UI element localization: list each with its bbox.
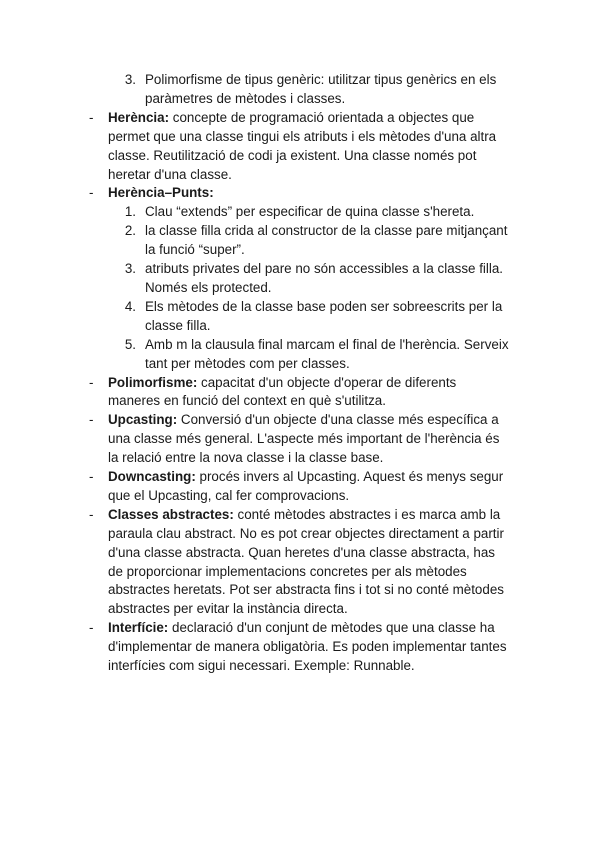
bullet-dash: -: [89, 506, 94, 522]
definition-text: declaració d'un conjunt de mètodes que una classe ha d'implementar de manera obligatòria. Es poden implementar tantes interfícies com sigui necessari. Exemple: Runnable.: [108, 620, 507, 674]
bullet-item-downcasting: [0, 468, 600, 506]
definition-text: conté mètodes abstractes i es marca amb la paraula clau abstract. No es pot crear objectes directament a partir d'una classe abstracta. Quan heretes d'una classe abstracta, has de proporcionar implementacions concretes per als mètodes abstractes heretats. Pot ser abstracta fins i tot si no conté mètodes abstractes per evitar la instància directa.: [108, 506, 504, 617]
bullet-item-classes-abstractes: [0, 506, 600, 619]
term-classes-abstractes: Classes abstractes:: [108, 506, 234, 522]
term-downcasting: Downcasting:: [108, 469, 196, 485]
bullet-dash: -: [89, 374, 94, 390]
item-text: Els mètodes de la classe base poden ser sobreescrits per la classe filla.: [145, 298, 503, 333]
bullet-dash: -: [89, 620, 94, 636]
definition-text: procés invers al Upcasting. Aquest és menys segur que el Upcasting, cal fer comprovacions.: [108, 469, 504, 503]
bullet-item-herencia-punts: [0, 184, 600, 203]
bullet-item-polimorfisme: [0, 374, 600, 412]
item-number: 4.: [124, 298, 136, 314]
item-number: 5.: [124, 336, 136, 352]
definition-text: concepte de programació orientada a objectes que permet que una classe tingui els atributs i els mètodes d'una altra classe. Reutilització de codi ja existent. Una classe només pot heretar d'una classe.: [108, 109, 497, 182]
bullet-dash: -: [89, 412, 94, 428]
list-item: [0, 298, 600, 336]
definition-text: Conversió d'un objecte d'una classe més específica a una classe més general. L'aspecte més important de l'herència és la relació entre la nova classe i la classe base.: [108, 412, 500, 466]
term-upcasting: Upcasting:: [108, 412, 178, 428]
item-text: la classe filla crida al constructor de la classe pare mitjançant la funció “super”.: [145, 223, 508, 258]
term-herencia-punts: Herència–Punts:: [108, 185, 214, 201]
item-text: atributs privates del pare no són accessibles a la classe filla. Només els protected.: [145, 261, 504, 295]
item-text: Amb m la clausula final marcam el final de l'herència. Serveix tant per mètodes com per classes.: [145, 336, 509, 371]
item-number: 1.: [124, 204, 136, 220]
term-polimorfisme: Polimorfisme:: [108, 374, 198, 390]
list-item: [0, 71, 600, 109]
bullet-item-interficie: [0, 619, 600, 676]
list-item: [0, 222, 600, 260]
document-page: [0, 71, 600, 676]
term-interficie: Interfície:: [108, 620, 169, 636]
bullet-dash: -: [89, 185, 94, 201]
bullet-item-herencia: [0, 109, 600, 185]
bullet-item-upcasting: [0, 411, 600, 468]
definition-text: capacitat d'un objecte d'operar de diferents maneres en funció del context en què s'utilitza.: [108, 374, 457, 409]
item-text: Clau “extends” per especificar de quina classe s'hereta.: [145, 204, 475, 220]
term-herencia: Herència:: [108, 109, 170, 125]
list-item: [0, 203, 600, 222]
bullet-dash: -: [89, 109, 94, 125]
item-number: 3.: [124, 72, 136, 87]
list-item: [0, 336, 600, 374]
item-text: Polimorfisme de tipus genèric: utilitzar tipus genèrics en els paràmetres de mètodes i classes.: [145, 72, 497, 106]
item-number: 2.: [124, 223, 136, 239]
bullet-dash: -: [89, 469, 94, 485]
list-item: [0, 260, 600, 298]
item-number: 3.: [124, 261, 136, 277]
